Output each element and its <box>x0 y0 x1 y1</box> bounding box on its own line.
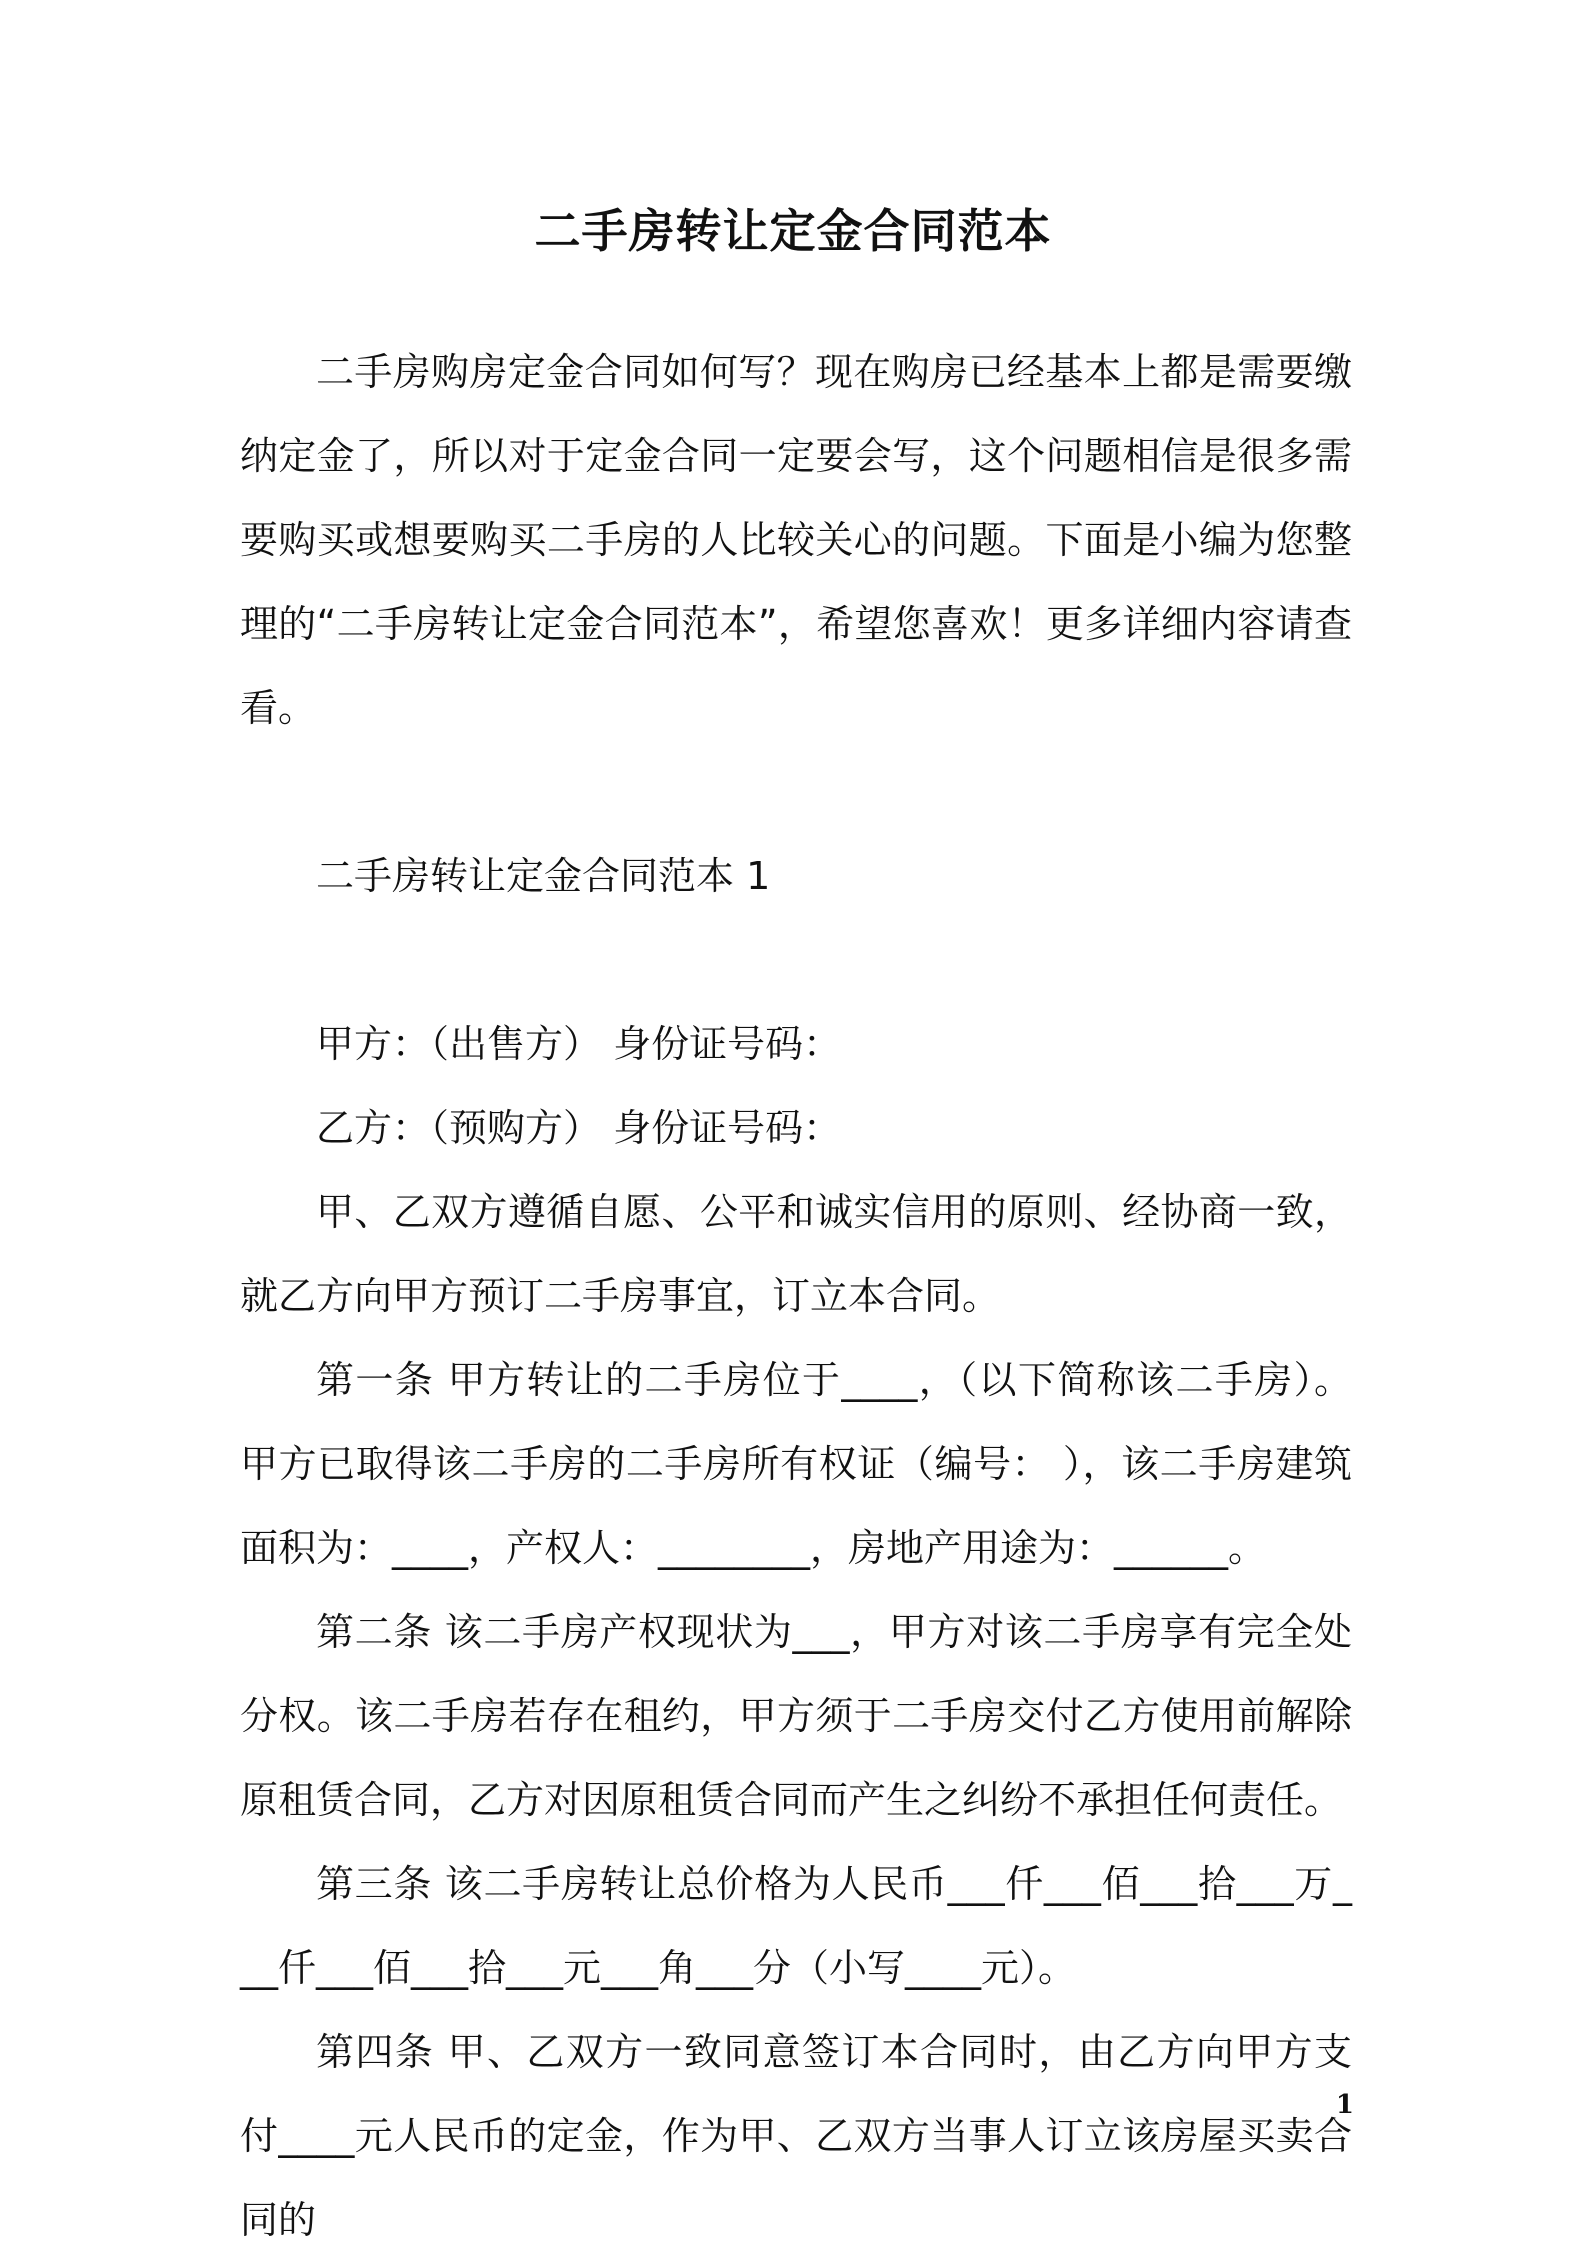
party-a-line: 甲方：（出售方） 身份证号码： <box>316 1022 842 1066</box>
spacer <box>240 918 1352 1002</box>
document-body <box>240 330 1352 2262</box>
page-number: 1 <box>1335 2090 1354 2120</box>
article-3-paragraph: 第三条 该二手房转让总价格为人民币___仟___佰___拾___万___仟___佰___拾___元___角___分（小写____元）。 <box>240 1862 1352 1990</box>
article-2-paragraph: 第二条 该二手房产权现状为___，甲方对该二手房享有完全处分权。该二手房若存在租约，甲方须于二手房交付乙方使用前解除原租赁合同，乙方对因原租赁合同而产生之纠纷不承担任何责任。 <box>240 1610 1352 1822</box>
document-title: 二手房转让定金合同范本 <box>534 204 1052 258</box>
preamble-paragraph: 甲、乙双方遵循自愿、公平和诚实信用的原则、经协商一致，就乙方向甲方预订二手房事宜，订立本合同。 <box>240 1190 1352 1318</box>
spacer <box>240 750 1352 834</box>
section-heading: 二手房转让定金合同范本 1 <box>316 854 771 898</box>
article-1-paragraph: 第一条 甲方转让的二手房位于____，（以下简称该二手房）。甲方已取得该二手房的二手房所有权证（编号： ），该二手房建筑面积为：____，产权人：________，房地产用途为：______。 <box>240 1358 1352 1570</box>
article-4-paragraph: 第四条 甲、乙双方一致同意签订本合同时，由乙方向甲方支付____元人民币的定金，作为甲、乙双方当事人订立该房屋买卖合同的 <box>240 2030 1352 2242</box>
party-b-line: 乙方：（预购方） 身份证号码： <box>316 1106 842 1150</box>
intro-paragraph: 二手房购房定金合同如何写？现在购房已经基本上都是需要缴纳定金了，所以对于定金合同一定要会写，这个问题相信是很多需要购买或想要购买二手房的人比较关心的问题。下面是小编为您整理的“二手房转让定金合同范本”，希望您喜欢！更多详细内容请查看。 <box>240 350 1352 730</box>
